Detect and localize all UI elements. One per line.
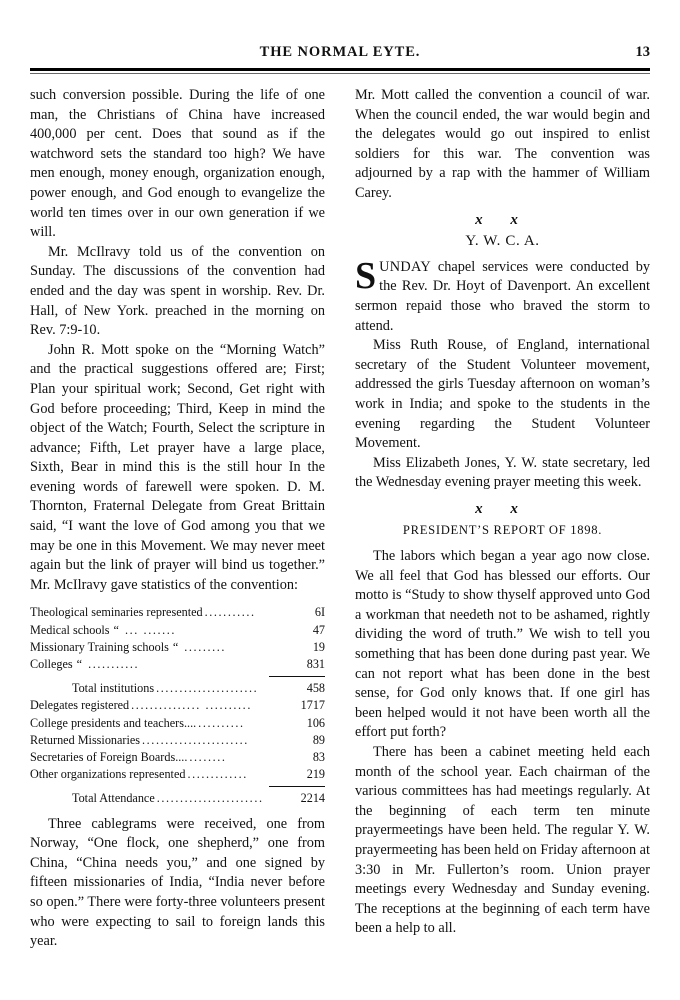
paragraph: The labors which began a year ago now close. We all feel that God has blessed our efforts. Our motto is “Study to show thyself approved unto God a workman that needeth not to be ashamed, rightly dividing the word of truth.” We wish to tell you something that has been done during past year. We can not report what has been done in the best sense, for God only knows that. If one girl has been helped would it not have been worth all the effort put forth? <box>355 548 650 741</box>
stat-value: 6I <box>314 605 325 620</box>
stat-label: Missionary Training schools <box>30 639 169 654</box>
paragraph: There has been a cabinet meeting held each month of the school year. Each chairman of the various committees has had meetings regularly. At the beginning of each term ten minute prayermeetings have been held. The regular Y. W. prayermeeting has been held on Friday afternoon at 3:30 in Mr. Fullerton’s room. Union prayer meetings every Wednesday and Sunday evening. The receptions at the beginning of each term have been a help to all. <box>355 744 650 937</box>
ornament-divider-icon: x x <box>475 211 530 228</box>
dot-leader: ....................... <box>142 732 249 747</box>
ditto-mark: “ <box>113 622 119 637</box>
dot-leader: ... ....... <box>124 622 177 637</box>
stat-value: 2214 <box>300 791 325 806</box>
dot-leader: ......... <box>184 639 227 654</box>
table-row <box>30 622 325 639</box>
stat-label: Total institutions <box>72 681 155 696</box>
lead-in-text: UNDAY <box>379 258 431 275</box>
paragraph: John R. Mott spoke on the “Morning Watch” and the practical suggestions offered are; First; Plan your spiritual work; Second, Get right with God before proceeding; Third, Keep in mind the object of the Watch; Fourth, Select the scripture in advance; Fifth, Let prayer have a large place, Sixth, Bear in mind this is the still hour In the evening words of farewell were spoken. D. M. Thornton, Fraternal Delegate from Great Brittain said, “I want the love of God among you that we may be one in this Movement. We may never meet again but the link of prayer will bind us together.” Mr. McIlravy gave statistics of the convention: <box>30 341 325 593</box>
stat-label: Total Attendance <box>72 791 155 806</box>
dot-leader: ........ <box>189 750 227 765</box>
stat-value: 89 <box>312 732 325 747</box>
table-row <box>30 656 325 673</box>
table-row <box>30 732 325 749</box>
stat-label: Returned Missionaries <box>30 732 141 747</box>
table-row <box>30 604 325 621</box>
paragraph: Mr. Mott called the convention a council of war. When the council ended, the war would begin and the delegates would go out inspired to enlist soldiers for this war. The convention was adjourned by a rap with the hammer of William Carey. <box>355 87 650 201</box>
dot-leader: .......... <box>198 715 245 730</box>
ditto-mark: “ <box>172 639 179 654</box>
stat-value: 1717 <box>300 698 325 713</box>
stat-label: Theological seminaries represented <box>30 605 203 620</box>
left-column <box>30 86 325 952</box>
paragraph-with-dropcap <box>355 254 650 336</box>
article-columns <box>30 86 650 952</box>
drop-cap: S <box>355 254 377 297</box>
section-heading-presidents-report: PRESIDENT’S REPORT OF 1898. <box>402 523 603 538</box>
convention-statistics-table <box>30 604 325 807</box>
paragraph: Miss Ruth Rouse, of England, international secretary of the Student Volunteer movement, addressed the girls Tuesday afternoon on woman’s work in India; and spoke to the students in the evening regarding the Student Volunteer Movement. <box>355 337 650 452</box>
paragraph: Mr. McIlravy told us of the convention on Sunday. The discussions of the convention had ended and the day was spent in worship. Rev. Dr. Hall, of New York. preached in the morning on Rev. 7:9-10. <box>30 243 325 339</box>
paragraph-body: chapel services were conducted by the Rev. Dr. Hoyt of Davenport. An excellent sermon repaid those who braved the storm to attend. <box>355 258 650 334</box>
ditto-mark: “ <box>76 657 83 672</box>
section-heading-ywca: Y. W. C. A. <box>465 233 540 250</box>
dot-leader: ............. <box>187 767 248 782</box>
table-row <box>30 766 325 783</box>
dot-leader: ............... .......... <box>131 698 252 713</box>
stat-value: 83 <box>312 750 325 765</box>
paragraph: such conversion possible. During the life of one man, the Christians of China have increased 400,000 per cent. Does that sound as if the watchword sets the standard too high? We have men enough, money enough, organization enough, power enough, and God enough to evangelize the world ten times over in our own generation if we will. <box>30 87 325 241</box>
stat-value: 19 <box>312 639 325 654</box>
stat-value: 106 <box>306 715 325 730</box>
dot-leader: ........... <box>88 657 140 672</box>
table-row-total <box>30 790 325 807</box>
table-row <box>30 697 325 714</box>
subtotal-rule <box>269 676 325 677</box>
stat-value: 47 <box>312 622 325 637</box>
header-rule-thick <box>30 68 650 71</box>
ornament-divider-icon: x x <box>475 500 530 517</box>
stat-label: Secretaries of Foreign Boards.... <box>30 750 188 765</box>
stat-label: Colleges <box>30 657 73 672</box>
dot-leader: ...................... <box>156 681 259 696</box>
stat-value: 458 <box>306 681 325 696</box>
table-row <box>30 715 325 732</box>
stat-value: 219 <box>306 767 325 782</box>
page-title: THE NORMAL EYTE. <box>259 44 421 60</box>
total-rule <box>269 786 325 787</box>
page-number: 13 <box>635 44 650 60</box>
stat-label: College presidents and teachers.... <box>30 715 197 730</box>
running-head <box>30 44 650 64</box>
paragraph: Three cablegrams were received, one from Norway, “One flock, one shepherd,” one from China, “China needs you,” and one signed by fifteen missionaries of India, “India never before so open.” There were forty-three volunteers present who were expecting to sail to foreign lands this year. <box>30 815 325 950</box>
header-rule-thin <box>30 73 650 74</box>
table-row <box>30 749 325 766</box>
right-column <box>355 86 650 939</box>
stat-value: 831 <box>306 657 325 672</box>
dot-leader: ........... <box>204 605 256 620</box>
paragraph: Miss Elizabeth Jones, Y. W. state secretary, led the Wednesday evening prayer meeting this week. <box>355 454 650 491</box>
stat-label: Delegates registered <box>30 698 130 713</box>
stat-label: Medical schools <box>30 622 110 637</box>
stat-label: Other organizations represented <box>30 767 186 782</box>
table-row <box>30 639 325 656</box>
dot-leader: ....................... <box>156 791 264 806</box>
table-row-subtotal <box>30 680 325 697</box>
